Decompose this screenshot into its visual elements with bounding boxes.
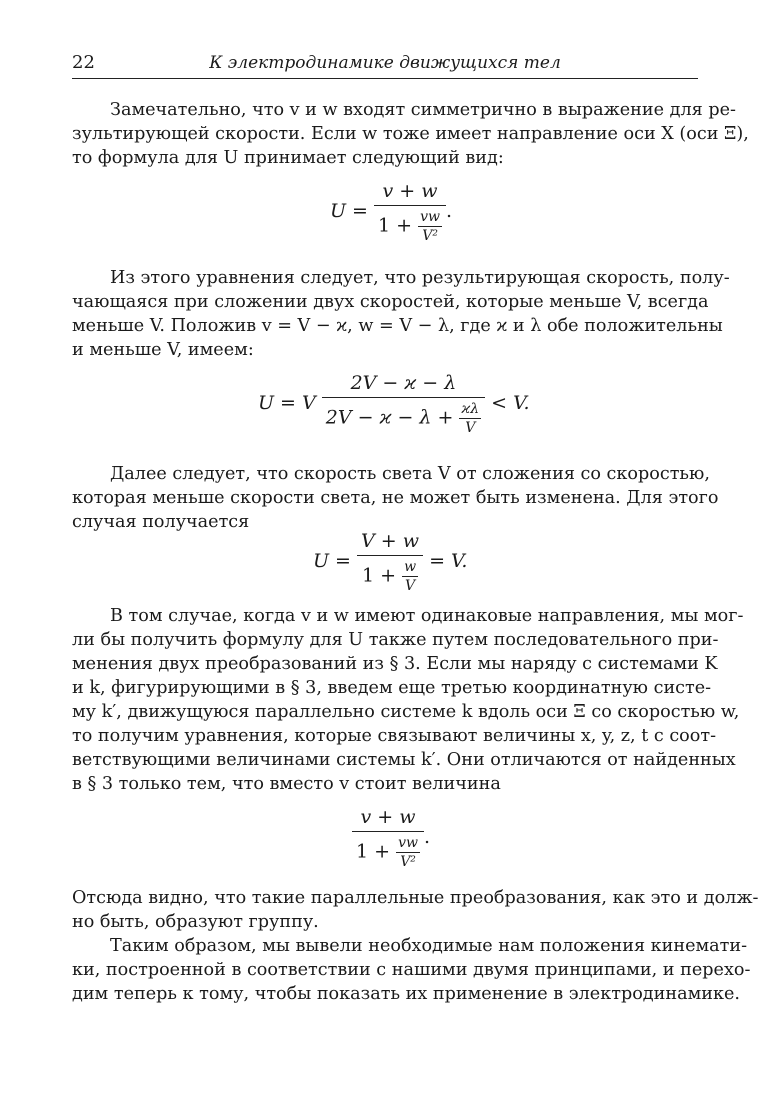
text-line: зультирующей скорости. Если w тоже имеет направление оси X (оси Ξ), [72, 124, 749, 144]
paragraph-1 [72, 98, 749, 170]
denominator [352, 831, 424, 870]
denominator [374, 205, 446, 244]
denominator-prefix: 2V − ϰ − λ + [325, 406, 454, 429]
text-line: Таким образом, мы вывели необходимые нам положения кинемати- [110, 936, 748, 956]
page-number: 22 [72, 52, 95, 73]
formula-composite-velocity [352, 806, 430, 870]
text-line: меньше V. Положив v = V − ϰ, w = V − λ, где ϰ и λ обе положительны [72, 316, 723, 336]
paragraph-5 [72, 886, 759, 934]
text-line: то получим уравнения, которые связывают величины x, y, z, t с соот- [72, 726, 717, 746]
text-line: му k′, движущуюся параллельно системе k вдоль оси Ξ со скоростью w, [72, 702, 740, 722]
text-line: ли бы получить формулу для U также путем последовательного при- [72, 630, 719, 650]
text-line: ки, построенной в соответствии с нашими двумя принципами, и перехо- [72, 960, 751, 980]
formula-tail: = V. [429, 550, 468, 572]
text-line: в § 3 только тем, что вместо v стоит величина [72, 774, 501, 794]
formula-lhs: U = V [258, 392, 316, 414]
text-line: случая получается [72, 512, 250, 532]
sub-denominator: V² [418, 226, 442, 244]
sub-denominator: V² [396, 852, 420, 870]
sub-fraction [396, 835, 420, 870]
denominator [357, 555, 423, 594]
text-line: чающаяся при сложении двух скоростей, которые меньше V, всегда [72, 292, 709, 312]
denominator [322, 397, 485, 436]
formula-velocity-addition [330, 180, 452, 244]
page-header [72, 50, 698, 79]
text-line: и меньше V, имеем: [72, 340, 254, 360]
formula-lhs: U = [330, 200, 368, 222]
text-line: дим теперь к тому, чтобы показать их применение в электродинамике. [72, 984, 740, 1004]
text-line: и k, фигурирующими в § 3, введем еще третью координатную систе- [72, 678, 712, 698]
sub-fraction [418, 209, 442, 244]
numerator: V + w [361, 530, 420, 552]
text-line: но быть, образуют группу. [72, 912, 319, 932]
text-line: менения двух преобразований из § 3. Если мы наряду с системами K [72, 654, 718, 674]
text-line: Отсюда видно, что такие параллельные преобразования, как это и долж- [72, 888, 759, 908]
numerator: 2V − ϰ − λ [350, 372, 457, 394]
sub-denominator: V [459, 418, 481, 436]
fraction [352, 806, 424, 870]
denominator-prefix: 1 + [378, 214, 413, 237]
formula-tail: < V. [491, 392, 530, 414]
fraction [322, 372, 485, 436]
text-line: ветствующими величинами системы k′. Они отличаются от найденных [72, 750, 736, 770]
paragraph-4 [72, 604, 744, 796]
sub-numerator: w [404, 559, 417, 575]
paragraph-3 [72, 462, 719, 534]
sub-numerator: vw [420, 209, 441, 225]
denominator-prefix: 1 + [356, 840, 391, 863]
formula-tail: . [424, 826, 431, 848]
running-title: К электродинамике движущихся тел [209, 53, 561, 73]
text-line: Из этого уравнения следует, что результирующая скорость, полу- [110, 268, 730, 288]
numerator: v + w [360, 806, 416, 828]
text-line: которая меньше скорости света, не может быть изменена. Для этого [72, 488, 719, 508]
sub-fraction [402, 559, 418, 594]
text-line: В том случае, когда v и w имеют одинаковые направления, мы мог- [110, 606, 744, 626]
sub-fraction [459, 401, 481, 436]
fraction [374, 180, 446, 244]
text-line: то формула для U принимает следующий вид: [72, 148, 504, 168]
sub-denominator: V [402, 576, 418, 594]
paragraph-6 [72, 934, 751, 1006]
sub-numerator: ϰλ [461, 401, 480, 417]
numerator: v + w [382, 180, 438, 202]
sub-numerator: vw [398, 835, 419, 851]
formula-light-speed [313, 530, 467, 594]
paragraph-2 [72, 266, 730, 362]
fraction [357, 530, 423, 594]
formula-tail: . [446, 200, 453, 222]
formula-lhs: U = [313, 550, 351, 572]
text-line: Замечательно, что v и w входят симметрично в выражение для ре- [110, 100, 736, 120]
denominator-prefix: 1 + [361, 564, 397, 587]
formula-inequality [258, 372, 530, 436]
text-line: Далее следует, что скорость света V от сложения со скоростью, [110, 464, 710, 484]
